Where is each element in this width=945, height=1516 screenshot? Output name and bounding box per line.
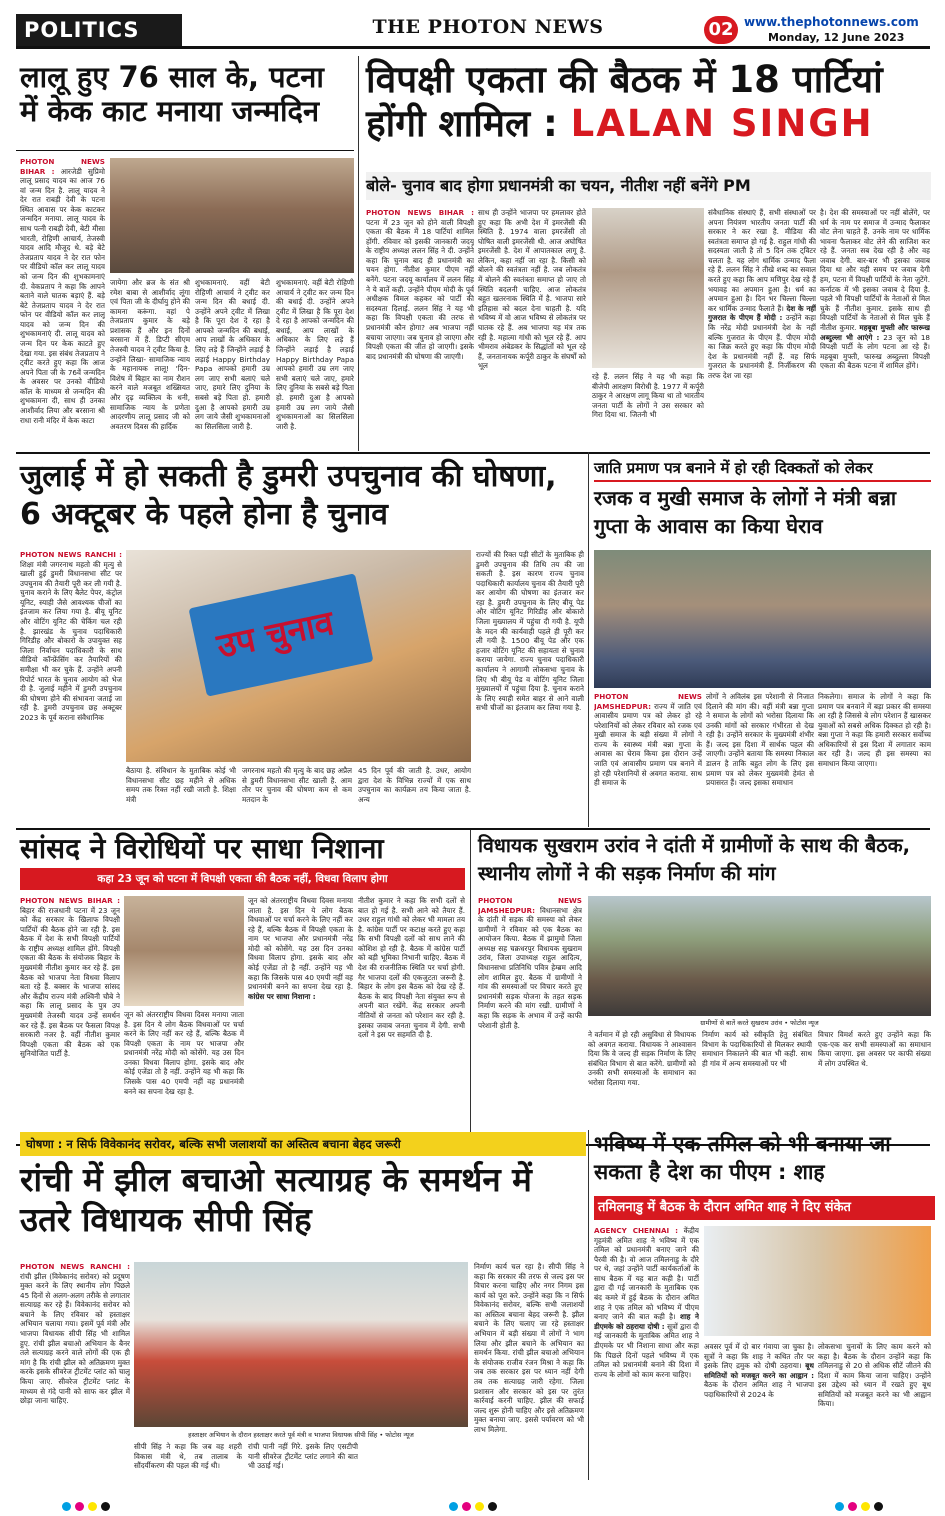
a1-body-col2: जायेगा और ब्रज के संत श्री रमेश बाबा से आशीर्वाद लूंगा एवं पिता जी के दीर्घायु होने की कामना करूंगा. वहां पे तेजप्रताप कुमार के बड़े प्रशासक हैं और इन दिनों बरसाना में हैं. डिप्टी सीएम तेजस्वी यादव ने ट्वीट किया है. उन्होंने लिखा- सामाजिक न्याय के महानायक लालू! 'दिन-विशेष में बिहार का नाम रौशन करने वाले मजबूत शख्सियत और दृढ़ व्यक्तित्व के धनी, सामाजिक न्याय के प्रणेता आदरणीय लालू प्रसाद जी को अवतरण दिवस की हार्दिक [110,278,190,431]
a4-kicker: जाति प्रमाण पत्र बनाने में हो रही दिक्कतों को लेकर [594,458,931,482]
amit-shah-photo [704,1226,931,1336]
a7-text-1: रांची झील (विवेकानंद सरोवर) को प्रदूषण मुक्त करने के लिए स्थानीय लोग पिछले 45 दिनों से अलग-अलग तरीके से लगातार सत्याग्रह कर रहे हैं। विवेकानंद सरोवर को बचाने के लिए रविवार को हस्ताक्षर अभियान चलाया गया। इसमें पूर्व मंत्री और भाजपा विधायक सीपी सिंह भी शामिल हुए. रांची झील बचाओ अभियान के बैनर तले सत्याग्रह करने वाले लोगों की एक ही मांग है कि रांची झील को अतिक्रमण मुक्त करके इसके सीवरेज ट्रीटमेंट प्लांट को चालू किया जाए. सीवरेज ट्रीटमेंट प्लांट के माध्यम से गंदे पानी को साफ कर झील में छोड़ा जाना चाहिए. [20,1271,130,1406]
row-rule-2 [16,828,930,830]
a2-headline-name: LALAN SINGH [570,101,874,145]
lalan-singh-photo [592,208,704,368]
a2-body-col2: साथ ही उन्होंने भाजपा पर हमलावर होते हुए कहा कि अभी देश में इमरजेंसी की स्थिति है. 1974 वाला इमरजेंसी तो घोषित वाली इमरजेंसी थी. आज अघोषित इमरजेंसी है. देश में आपातकाल लागू है. लेकिन, कहा नहीं जा रहा है. किसी को बोलने की स्वतंत्रता नहीं है. जब लोकतंत्र में बोलने की स्वतंत्रता समाप्त हो जाए तो स्थिति बदलनी चाहिए. आज लोकतंत्र बहुत खतरनाक स्थिति में है. भाजपा सारे इतिहास को बदल देना चाहती है. यदि भविष्य में वो आज भविष्य से लोकतंत्र पर घातक रहे हैं. अब भाजपा यह मंत्र तक रही है. महात्मा गांधी को भूल रहे हैं. आप भीमराव अंबेडकर के सिद्धांतों को भूल रहे हैं, जनतानायक कर्पूरी ठाकुर के संघर्षों को भूल [478,208,586,371]
mp-photo [124,896,244,1006]
a8-subhead-1: शाह ने डीएमके को ठहराया दोषी : [594,1312,699,1331]
a6-byline: PHOTON NEWS JAMSHEDPUR: [478,896,582,915]
a8-body-col2 [704,1342,814,1478]
a8-text-3: बैठक के दौरान अमित शाह ने भाजपा पदाधिकारियों से 2024 के [704,1380,814,1399]
a7-body-col2: सीपी सिंह ने कहा कि जब वह शहरी विकास मंत्री थे, तब तालाब के सौंदर्यीकरण की पहल की गई थी। [134,1442,242,1471]
a8-body-col1 [594,1226,699,1478]
a3-body-col3: जगरनाथ महतो की मृत्यु के बाद छह अप्रैल से डुमरी विधानसभा सीट खाली है. आम तौर पर चुनाव की घोषणा कम से कम मतदान के [242,766,352,804]
a2-headline [366,58,931,145]
a6-body-col2: ने वर्तमान में हो रही असुविधा से विधायक को अवगत कराया. विधायक ने आश्वासन दिया कि वे जल्द ही सड़क निर्माण के लिए संबंधित विभाग से बात करेंगे. ग्रामीणों को उनकी सभी समस्याओं के समाधान का भरोसा दिलाया गया. [588,1030,696,1087]
a1-body-col3: शुभकामनाएं. वहीं बेटी रोहिणी आचार्य ने ट्वीट कर जन्म दिन की बधाई दी. उन्होंने अपने ट्वीट में लिखा है कि पूरा देश दे रहा है आपको जन्मदिन की बधाई, आप लाखों के अधिकार के लिए लड़े हैं जिन्होंने लड़ाई है लड़ाई Happy Birthday Papa आपको हमारी उम्र लग जाए सभी बलाएं चले जाए, हमारे लिए दुनिया के सबसे बड़े पिता हो. हमारी दुआ है आपको हमारी उम्र लग जाये जैसी शुभकामनाओं का सिलसिला जारी है. [195,278,270,431]
a1-text-1: आरजेडी सुप्रिमो लालू प्रसाद यादव का आज 76 वां जन्म दिन है. लालू यादव ने देर रात राबड़ी देवी के पटना स्थित आवास पर केक काटकर जन्मदिन मनाया. लालू यादव के साथ पत्नी राबड़ी देवी, बेटी मीसा भारती, रोहिणी आचार्य, तेजस्वी यादव आदि मौजूद थे. बड़े बेटे तेजप्रताप यादव ने देर रात फोन पर वीडियो कॉल कर लालू यादव को जन्म दिन की शुभकामनाएं दी. वेकप्रताप ने कहा कि आपने बताने वाले घातक बड़ाएं हैं. बड़े बेटे तेजप्रताप यादव ने देर रात फोन पर वीडियो कॉल कर लालू यादव को जन्म दिन की शुभकामनाएं दी. लालू यादव को जन्म दिन पर केक काटते हुए देखा गया. इस संबंध तेजप्रताप ने ट्वीट करते हुए कहा कि आज अपने पिता जी के 76वें जन्मदिन के अवसर पर उनको वीडियो कॉल के माध्यम से जन्मदिन की शुभकामना दी, साथ ही उनका आशीर्वाद लिया और बरसाना श्री राधा रानी मंदिर में केक काटा [20,166,105,425]
a1-body-col4: शुभकामनाएं. वहीं बेटी रोहिणी आचार्य ने ट्वीट कर जन्म दिन की बधाई दी. उन्होंने अपने ट्वीट में लिखा है कि पूरा देश दे रहा है आपको जन्मदिन की बधाई, आप लाखों के अधिकार के लिए लड़े हैं जिन्होंने लड़ाई है लड़ाई Happy Birthday Papa आपको हमारी उम्र लग जाए सभी बलाएं चले जाए, हमारे लिए दुनिया के सबसे बड़े पिता हो. हमारी दुआ है आपको हमारी उम्र लग जाये जैसी शुभकामनाओं का सिलसिला जारी है. [276,278,354,431]
a2-body-col4 [708,208,816,448]
a2-body-col3: रहे हैं. ललन सिंह ने यह भी कहा कि बीजेपी आरक्षण विरोधी है. 1977 में कर्पूरी ठाकुर ने आरक्षण लागू किया था तो भारतीय जनता पार्टी के लोगों ने उस सरकार को गिरा दिया था. जितनी भी [592,372,704,420]
ballot-photo [126,550,471,762]
a1-headline: लालू हुए 76 साल के, पटना में केक काट मनाया जन्मदिन [20,60,324,129]
a5-byline: PHOTON NEWS BIHAR : [20,896,120,905]
section-label: POLITICS [16,14,182,46]
a2-text-4: संवैधानिक संस्थाएं हैं, सभी संस्थाओं पर अपना नियंत्रण भारतीय जनता पार्टी की सरकार ने कर रखा है. मीडिया की स्वतंत्रता समाप्त हो गई है. राहुल गांधी की सदस्यता जाती है तो 5 दिन तक ट्विटर चलता है. यह लोग धार्मिक उन्माद फैला रहे हैं. ललन सिंह ने तीखे शब्द का सवाल करते हुए कहा कि आप मणिपुर देख रहे हैं भयावह का अपमान हुआ है। धर्म का अपमान हुआ है। दिन भर चिल्ला चिल्ला कर धार्मिक उन्माद फैलाते हैं। [708,208,816,313]
a3-headline: जुलाई में हो सकती है डुमरी उपचुनाव की घोषणा, 6 अक्टूबर के पहले होना है चुनाव [20,459,557,532]
a6-headline: विधायक सुखराम उरांव ने दांती में ग्रामीणों के साथ की बैठक, स्थानीय लोगों ने की सड़क निर्माण की मांग [478,834,910,885]
village-meeting-photo [588,896,931,1016]
a3-body-col1 [20,550,122,825]
signature-campaign-photo [134,1262,468,1427]
a2-subhead-2: महबूबा मुफ्ती और फारूख अब्दुल्ला भी आएंगे : [820,322,930,342]
a7-caption: हस्ताक्षर अभियान के दौरान हस्ताक्षर करते पूर्व मंत्री व भाजपा विधायक सीपी सिंह • फोटोस न्यूज [188,1431,414,1439]
a5-body-col2 [248,896,353,1141]
a5-headline: सांसद ने विरोधियों पर साधा निशाना [20,832,384,865]
a4-headline: रजक व मुखी समाज के लोगों ने मंत्री बन्ना गुप्ता के आवास का किया घेराव [594,486,897,538]
a5-text-2: जून को अंतरराष्ट्रीय विधवा दिवस मनाया जाता है. इस दिन ये लोग बैठक विधवाओं पर चर्चा करने के लिए नहीं कर रहे हैं, बल्कि बैठक में विपक्षी एकता के नाम पर भाजपा और प्रधानमंत्री नरेंद्र मोदी को कोसेंगे. यह उस दिन उनका विधवा विलाप होगा. इसके बाद और कोई एजेंडा तो है नहीं. उन्होंने यह भी कहा कि जिसके पास 40 एमपी नहीं वह प्रधानमंत्री बनने का सपना देख रहा है. [248,896,353,992]
a3-text-1: शिक्षा मंत्री जगरनाथ महतो की मृत्यु से खाली हुई डुमरी विधानसभा सीट पर उपचुनाव की तैयारी पूरी कर ली गयी है. चुनाव कराने के लिए बैलेट पेपर, कंट्रोल यूनिट, स्याही जैसे आवश्यक चीजों का इंतजाम कर लिया गया है. बीयू यूनिट और वोटिंग यूनिट की चेकिंग चल रही है. झारखंड के चुनाव पदाधिकारी गिरिडीह और बोकारो के उपायुक्त सह जिला निर्वाचन पदाधिकारी के साथ वीडियो कॉन्फ्रेंसिंग कर तैयारियों की समीक्षा भी कर चुके हैं. उन्होंने अपनी रिपोर्ट भारत के चुनाव आयोग को भेज दी है. जुलाई महीने में डुमरी उपचुनाव की घोषणा होने की संभावना जताई जा रही है. डुमरी उपचुनाव छह अक्टूबर 2023 के पूर्व कराना संवैधानिक [20,559,122,722]
a3-body-col4: 45 दिन पूर्व की जाती है. उधर, आयोग द्वारा देश के विभिन्न राज्यों में एक साथ उपचुनाव का कार्यक्रम तय किया जाता है. अन्य [358,766,471,804]
a5-body-col1 [20,896,120,1141]
ballot-text: उप चुनाव [213,603,338,667]
page-number-badge: 02 [704,16,738,44]
a2-byline: PHOTON NEWS BIHAR : [366,208,474,217]
a8-red-bar: तमिलनाडु में बैठक के दौरान अमित शाह ने दिए संकेत [594,1196,935,1220]
reg-group-right [833,1496,885,1508]
a4-byline: PHOTON NEWS JAMSHEDPUR: [594,692,702,711]
a2-subhead-bar: बोले- चुनाव बाद होगा प्रधानमंत्री का चयन, नीतीश नहीं बनेंगे PM [366,172,931,200]
a7-yellow-bar: घोषणा : न सिर्फ विवेकानंद सरोवर, बल्कि सभी जलाशयों का अस्तित्व बचाना बेहद जरूरी [20,1132,586,1156]
a6-body-col4: विचार विमर्श करते हुए उन्होंने कहा कि एक-एक कर सभी समस्याओं का समाधान किया जाएगा. इस अवसर पर काफी संख्या में लोग उपस्थित थे. [818,1030,931,1068]
a6-caption: ग्रामीणों से बातें करते सुखराम उरांव • फोटोस न्यूज [700,1019,819,1027]
a8-subhead-2: बूथ समितियों को मजबूत करने का आह्वान : [704,1361,814,1380]
a2-text-6: है। देश की समस्याओं पर नहीं बोलेंगे, पर धर्म के नाम पर समाज में उन्माद फैलाकर वोट लेना चाहते हैं. उनके नाम पर धार्मिक भावना फैलाकर वोट लेने की साजिश कर रहे हैं. जनता सब देख रही है और वह जवाब देगी. बार-बार भी इसका जवाब दिया था और यही समय पर जवाब देगी हम, पटना में विपक्षी पार्टियों के नेता जुटेंगे. कर्नाटक में भी इसका जवाब दे दिया है. पहले भी विपक्षी पार्टियों के नेताओं से मिल चुके हैं नीतीश कुमार. इसके साथ ही विपक्षी पार्टियों के नेताओं से मिल चुके हैं नीतीश कुमार. [820,208,930,332]
a8-text-1: केंद्रीय गृहमंत्री अमित शाह ने भविष्य में एक तमिल को प्रधानमंत्री बनाए जाने की पैरवी की है। वो आज तमिलनाडु के दौरे पर थे, जहां उन्होंने पार्टी कार्यकर्ताओं के साथ बैठक में यह बात कही है। पार्टी द्वारा दी गई जानकारी के मुताबिक एक बंद कमरे में हुई बैठक के दौरान अमित शाह ने एक तमिल को भविष्य में पीएम बनाए जाने की बात कही है। [594,1226,699,1322]
a6-body-col1 [478,896,582,1141]
a8-headline: भविष्य में एक तमिल को भी बनाया जा सकता है देश का पीएम : शाह [594,1132,891,1185]
a2-body-col1 [366,208,474,448]
a3-body-col5: राज्यों की रिक्त पड़ी सीटों के मुताबिक ही डुमरी उपचुनाव की तिथि तय की जा सकती है. इस कारण राज्य चुनाव पदाधिकारी कार्यालय चुनाव की तैयारी पूरी कर आयोग की घोषणा का इंतजार कर रहा है. डुमरी उपचुनाव के लिए बीयू पेड और वोटिंग यूनिट गिरिडीह और बोकारो जिला मुख्यालय में पहुंचा दी गयी है. यूपी के मदन की कार्यवाही पहले ही पूरी कर ली गयी है. 1500 बीयू पेड और एक हजार वोटिंग यूनिट की सहायता से चुनाव कराया जायेगा. राज्य चुनाव पदाधिकारी कार्यालय ने आगामी लोकसभा चुनाव के लिए भी बीयू पेड व वोटिंग यूनिट जिला मुख्यालयों में पहुंचा दिया है. चुनाव कराने के लिए स्याही समेत बाहर से आने वाली सभी चीजों का इंतजाम कर लिया गया है. [476,550,584,713]
a2-text-5: उन्होंने कहा कि नरेंद्र मोदी प्रधानमंत्री देश के नहीं बल्कि गुजरात के पीएम हैं. पीएम मोदी का जिक्र करते हुए कहा कि पीएम मोदी देश के प्रधानमंत्री नहीं हैं. वह सिर्फ गुजरात के प्रधानमंत्री हैं. निर्जीकरण की तरफ देश जा रहा [708,313,816,380]
a4-body-col2: लोगों ने अविलंब इस परेशानी से निजात दिलाने की मांग की। वहीं मंत्री बन्ना गुप्ता ने समाज के लोगों को भरोसा दिलाया कि उनकी मांगों को सरकार गंभीरता से देख रही है। उन्होंने सरकार के मुख्यमंत्री शंभीर हैं। जल्द इस दिशा में सार्थक पहल की जाएगी। उन्होंने बताया कि समस्या निकाल डालन है ताकि बहुत लोग के लिए इस प्रमाण पत्र को लेकर मुख्यमंत्री हेमंत से प्रयासरत हैं। जल्द इसका समाधान [706,692,814,788]
lalu-birthday-photo [110,158,354,273]
protest-photo [594,550,931,688]
issue-date: Monday, 12 June 2023 [768,31,905,44]
a6-text-1: विधानसभा क्षेत्र के दांती में सड़क की समस्या को लेकर ग्रामीणों ने रविवार को एक बैठक का आयोजन किया. बैठक में झामुमो जिला अध्यक्ष सह चक्रधरपुर विधायक सुखराम उरांव, जिला उपाध्यक्ष राहुल आदित्य, विधानसभा प्रतिनिधि पवित्र हेम्ब्रम आदि लोग शामिल हुए. बैठक में ग्रामीणों ने गांव की समस्याओं पर विचार करते हुए प्रधानमंत्री सड़क योजना के तहत सड़क निर्माण करने की मांग रखी. ग्रामीणों ने कहा कि सड़क के अभाव में उन्हें काफी परेशानी होती है. [478,905,582,1030]
a5-caption-text: जून को अंतरराष्ट्रीय विधवा दिवस मनाया जाता है. इस दिन ये लोग बैठक विधवाओं पर चर्चा करने के लिए नहीं कर रहे हैं, बल्कि बैठक में विपक्षी एकता के नाम पर भाजपा और प्रधानमंत्री नरेंद्र मोदी को कोसेंगे. यह उस दिन उनका विधवा विलाप होगा. इसके बाद और कोई एजेंडा तो है नहीं. उन्होंने यह भी कहा कि जिसके पास 40 एमपी नहीं वह प्रधानमंत्री बनने का सपना देख रहा है. [124,1010,244,1096]
a3-body-col2: बैठाया है. संविधान के मुताबिक कोई भी विधानसभा सीट छह महीने से अधिक समय तक रिक्त नहीं रखी जाती है. शिक्षा मंत्री [126,766,236,804]
a3-byline: PHOTON NEWS RANCHI : [20,550,122,559]
a1-body-col1 [20,157,105,449]
a4-body-col1 [594,692,702,827]
row-rule-1 [16,452,930,454]
reg-group-mid [447,1496,499,1508]
a4-body-col3: निकलेगा। समाज के लोगों ने कहा कि प्रमाण पत्र बनवाने में बड़ा प्रकार की समस्या आ रही है जिससे बे लोग परेशान हैं खासकर युवाओं को सबसे अधिक दिक्कत हो रही है। बन्ना गुप्ता ने कहा कि हमारी सरकार सर्वोच्च अधिकारियों से इस दिशा में लगातार काम कर रही है। जल्द ही इस समस्या का समाधान किया जाएगा। [818,692,931,769]
a8-text-2: सूत्रों द्वारा दी गई जानकारी के मुताबिक अमित शाह ने डीएमके पर भी निशाना साधा और कहा कि पिछले दिनों पहले भविष्य में एक तमिल को प्रधानमंत्री बनाने की दिशा में राज्य के लोगों को काम करना चाहिए। [594,1321,699,1379]
a7-headline: रांची में झील बचाओ सत्याग्रह के समर्थन में उतरे विधायक सीपी सिंह [20,1160,532,1240]
a7-byline: PHOTON NEWS RANCHI : [20,1262,130,1271]
column-divider [588,452,589,827]
a4-text-1: राज्य में जाति एवं आवासीय प्रमाण पत्र को लेकर हो रहे परेशानियों को लेकर रविवार को रजक एवं मुखी समाज के बड़ी संख्या में लोगों ने राज्य के स्वास्थ्य मंत्री बन्ना गुप्ता के आवास का घेराव किया इस दौरान उन्हें जाति एवं आवासीय प्रमाण पत्र बनाने में हो रही परेशानियों से अवगत कराया. साथ ही समाज के [594,701,702,788]
a5-body-col3: नीतीश कुमार ने कहा कि सभी दलों से बात हो गई है. सभी आने को तैयार हैं. उधर राहुल गांधी को लेकर भी मामला तय है. कांग्रेस पार्टी पर कटाक्ष करते हुए कहा कि सभी विपक्षी दलों को साथ लाने की कोशिश हो रही है. बैठक में कांग्रेस पार्टी को बड़ी भूमिका निभानी चाहिए. बैठक में देश की राजनीतिक स्थिति पर चर्चा होगी. गैर भाजपा दलों की एकजुटता जरूरी है. बिहार के लोग इस बैठक को देख रहे हैं. बैठक के बाद विपक्षी नेता संयुक्त रूप से अपनी बात रखेंगे. केंद्र सरकार अपनी नीतियों से जनता को परेशान कर रही है. इसका जवाब जनता चुनाव में देगी. सभी दलों ने इस पर सहमति दी है. [358,896,465,1040]
registration-dots [60,1496,885,1508]
a1-rule [16,150,354,151]
masthead-rule [16,46,930,49]
newspaper-name: THE PHOTON NEWS [372,16,604,38]
a7-body-col1 [20,1262,130,1477]
column-divider [358,56,359,451]
a7-body-col3: रांची पानी नहीं गिरे. इसके लिए एसटीपी यानी सीवरेज ट्रीटमेंट प्लांट लगाने की बात भी उठाई गई। [248,1442,358,1471]
a5-subhead: कांग्रेस पर साधा निशाना : [248,991,316,1001]
a8-byline: AGENCY CHENNAI : [594,1226,678,1235]
site-url[interactable]: www.thephotonnews.com [744,15,919,29]
a2-headline-text: विपक्षी एकता की बैठक में 18 पार्टियां होंगी शामिल : [366,58,883,145]
a2-text-7: 23 जून को 18 विपक्षी पार्टी के लोग पटना आ रहे हैं। महबूबा मुफ्ती, फारुख अब्दुल्ला विपक्षी एकता की बैठक पटना में शामिल होंगे। [820,332,930,371]
column-divider [588,1130,589,1480]
a5-red-bar: कहा 23 जून को पटना में विपक्षी एकता की बैठक नहीं, विधवा विलाप होगा [20,868,465,890]
column-divider [470,830,471,1145]
a2-subhead-1: देश के नहीं गुजरात के पीएम हैं मोदी : [708,303,816,323]
a6-body-col3: निर्माण कार्य को स्वीकृति हेतु संबंधित विभाग के पदाधिकारियों से मिलकर स्थायी समाधान निकालने की बात भी कही. साथ ही गांव में अन्य समस्याओं पर भी [702,1030,812,1068]
a8-text-4: अवसर पूर्व में दो बार गंवाया जा चुका है। सूत्रों ने कहा कि शाह ने कथित तौर पर इसके लिए द्रमुक को दोषी ठहराया। [704,1342,814,1371]
a2-text-1: पटना में 23 जून को होने वाली विपक्षी एकता की बैठक में 18 पार्टियां शामिल होंगी. रविवार को इसकी जानकारी जदयू के राष्ट्रीय अध्यक्ष ललन सिंह ने दी. उन्होंने कहा कि चुनाव बाद ही प्रधानमंत्री का चयन होगा. नीतीश कुमार पीएम नहीं बनेंगे. पटना जदयू कार्यालय में ललन सिंह ने ये बातें कही. उन्होंने पीएम मोदी के पूर्व अधीक्षक विमल कहकर को पार्टी की सदस्यता दिलाई. ललन सिंह ने यह भी कहा कि विपक्षी एकता की तरफ से प्रधानमंत्री कौन होगा? अब भाजपा नहीं बचाया जाएगा। जब चुनाव हो जाएगा और विपक्षी एकता की जीत हो जाएगी। इसके बाद प्रधानमंत्री की घोषणा की जाएगी। [366,217,474,361]
a1-byline: PHOTON NEWS BIHAR : [20,157,105,176]
reg-group-left [60,1496,112,1508]
a7-body-col4: निर्माण कार्य चल रहा है। सीपी सिंह ने कहा कि सरकार की तरफ से जल्द इस पर विचार करना चाहिए और नगर निगम इस कार्य को पूरा करे. उन्होंने कहा कि न सिर्फ विवेकानंद सरोवर, बल्कि सभी जलाशयों का अस्तित्व बचाना बेहद जरूरी है. झील बचाने के लिए चलाए जा रहे हस्ताक्षर अभियान में बड़ी संख्या में लोगों ने भाग लिया और झील बचाने के अभियान का समर्थन किया. रांची झील बचाओ अभियान के संयोजक राजीव रंजन मिश्रा ने कहा कि जब तक सरकार इस पर ध्यान नहीं देगी तब तक सत्याग्रह जारी रहेगा. जिला प्रशासन और सरकार को इस पर तुरंत कार्रवाई करनी चाहिए. झील की सफाई जल्द शुरू होनी चाहिए और इसे अतिक्रमण मुक्त बनाया जाए. इससे पर्यावरण को भी लाभ मिलेगा. [474,1262,584,1434]
a2-body-col5 [820,208,930,448]
a8-body-col3: लोकसभा चुनावों के लिए काम करने को कहा है। बैठक के दौरान उन्होंने कहा कि तमिलनाडु से 20 से अधिक सीटें जीतने की दिशा में काम किया जाना चाहिए। उन्होंने इस उद्देश्य को ध्यान में रखते हुए बूथ समितियों को मजबूत करने का भी आह्वान किया। [818,1342,931,1409]
a5-text-1: बिहार की राजधानी पटना में 23 जून को केंद्र सरकार के खिलाफ विपक्षी पार्टियों की बैठक होने जा रही है. इस बैठक में देश के सभी विपक्षी पार्टियों के राष्ट्रीय अध्यक्ष शामिल होंगे. विपक्षी एकता की बैठक के संयोजक बिहार के मुख्यमंत्री नीतीश कुमार कर रहे हैं. इस बैठक को भाजपा नेता विधवा विलाप बता रहे हैं. बक्सर के भाजपा सांसद और केंद्रीय राज्य मंत्री अश्विनी चौबे ने कहा कि लालू प्रसाद के पुत्र उप मुख्यमंत्री तेजस्वी यादव उन्हें समर्थन कर रहे हैं. इस बैठक पर फैसला विपक्ष सरकारी नजर है. वहीं नीतीश कुमार विपक्षी एकता की बैठक को एक सुनियोजित पार्टी है. [20,905,120,1059]
